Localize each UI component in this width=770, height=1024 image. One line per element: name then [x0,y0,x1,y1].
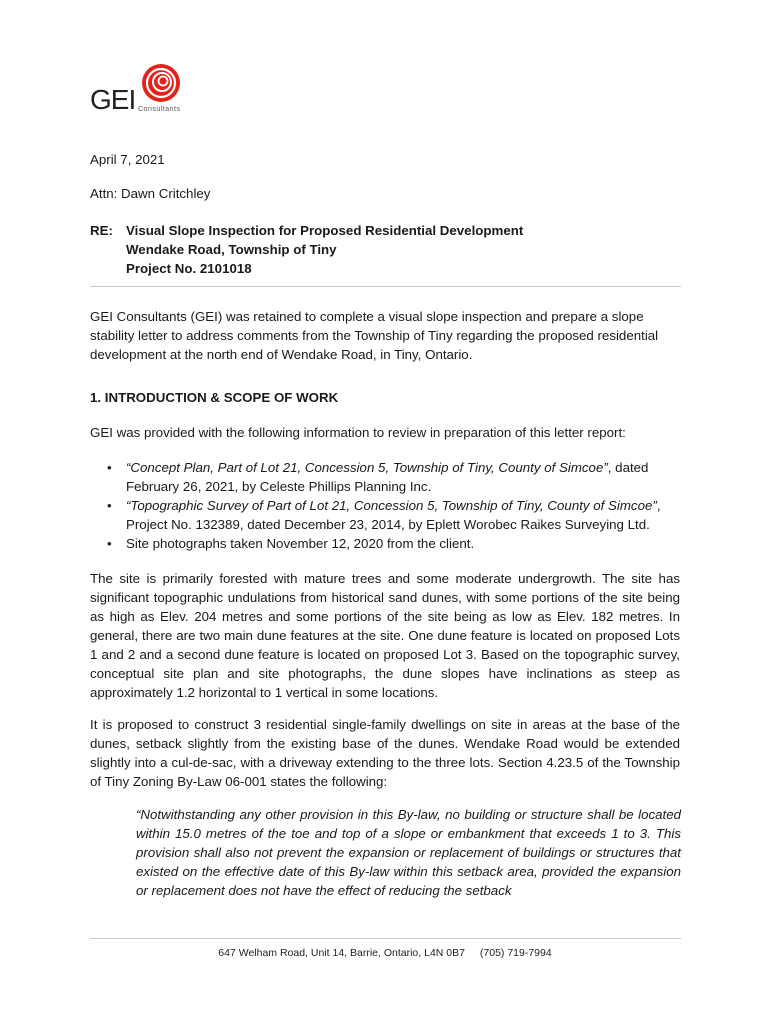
document-details: , dated February 26, 2021, by Celeste Phillips Planning Inc. [126,460,649,494]
list-item [90,496,682,534]
letter-attention: Attn: Dawn Critchley [90,186,211,201]
subject-line: Visual Slope Inspection for Proposed Residential Development [126,223,524,238]
footer-divider [90,938,681,939]
footer [0,947,770,959]
bullet-icon: • [107,498,112,513]
document-details: , Project No. 132389, dated December 23, 2014, by Eplett Worobec Raikes Surveying Ltd. [126,498,661,532]
section-heading: 1. INTRODUCTION & SCOPE OF WORK [90,390,339,405]
list-item [90,458,682,496]
site-description-paragraph: The site is primarily forested with mature trees and some moderate undergrowth. The site has significant topographic undulations from historical sand dunes, with some portions of the site being as high as Elev. 204 metres and some portions of the site being as low as Elev. 182 metres. In general, there are two main dune features at the site. One dune feature is located on proposed Lots 1 and 2 and a second dune feature is located on proposed Lot 3. Based on the topographic survey, conceptual site plan and site photographs, the dune slopes have inclinations as steep as approximately 1.2 horizontal to 1 vertical in some locations. [90,571,680,700]
proposal-paragraph: It is proposed to construct 3 residential single-family dwellings on site in areas at the base of the dunes, setback slightly from the existing base of the dunes. Wendake Road would be extended slightly into a cul-de-sac, with a driveway extending to the three lots. Section 4.23.5 of the Township of Tiny Zoning By-Law 06-001 states the following: [90,717,680,789]
document-title: “Topographic Survey of Part of Lot 21, Concession 5, Township of Tiny, County of Simcoe” [126,498,657,513]
list-item [90,534,682,553]
bylaw-quote: “Notwithstanding any other provision in this By-law, no building or structure shall be located within 15.0 metres of the toe and top of a slope or embankment that exceeds 1 to 3. This provision shall also not prevent the expansion or replacement of buildings or structures that existed on the effective date of this By-law within this setback area, provided the expansion or replacement does not have the effect of reducing the setback [136,807,681,898]
intro-paragraph: GEI Consultants (GEI) was retained to complete a visual slope inspection and prepare a slope stability letter to address comments from the Township of Tiny regarding the proposed residential development at the north end of Wendake Road, in Tiny, Ontario. [90,309,659,362]
bullet-icon: • [107,536,112,551]
document-title: “Concept Plan, Part of Lot 21, Concession 5, Township of Tiny, County of Simcoe” [126,460,608,475]
logo-spiral-icon [140,62,182,104]
letter-date: April 7, 2021 [90,152,165,167]
logo-wordmark: GEI [90,84,136,115]
subject-line: Project No. 2101018 [126,261,252,276]
document-list [90,458,682,553]
section-lead: GEI was provided with the following information to review in preparation of this letter report: [90,425,626,440]
bullet-icon: • [107,460,112,475]
re-label: RE: [90,223,113,238]
divider [90,286,681,287]
logo-subtitle: Consultants [138,106,181,113]
document-details: Site photographs taken November 12, 2020 from the client. [126,536,475,551]
gei-logo [90,62,190,118]
subject-line: Wendake Road, Township of Tiny [126,242,337,257]
footer-phone: (705) 719-7994 [479,947,552,959]
footer-address: 647 Welham Road, Unit 14, Barrie, Ontario, L4N 0B7 [218,947,465,959]
